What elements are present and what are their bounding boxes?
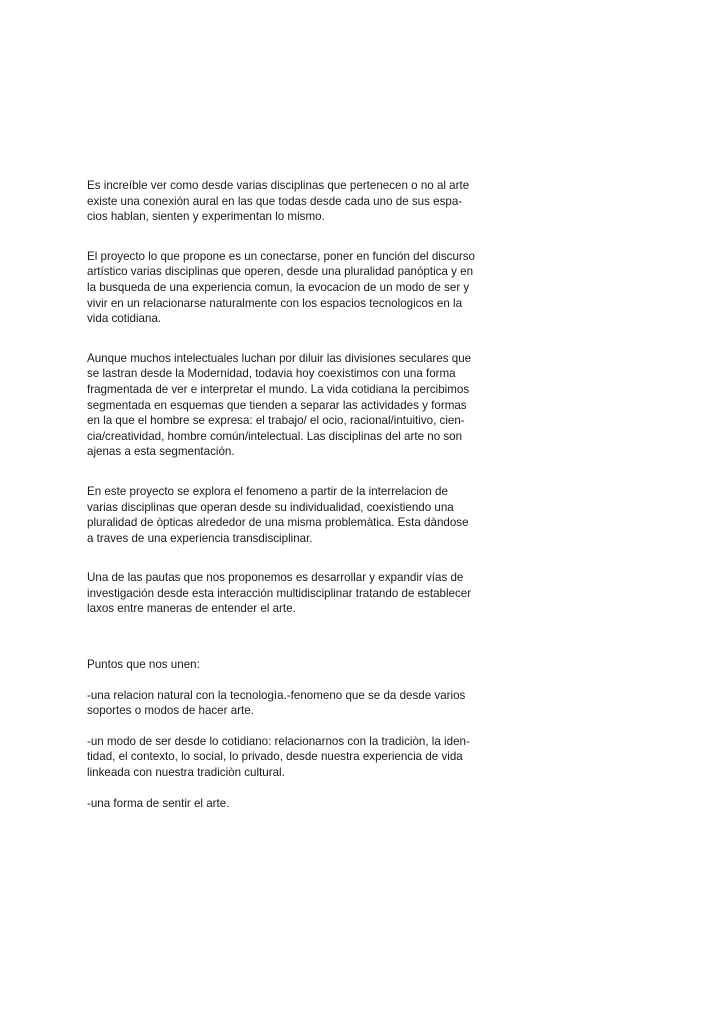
text-line: -una relacion natural con la tecnologìa.-fenomeno que se da desde varios xyxy=(87,688,466,702)
point-item xyxy=(87,796,507,812)
text-line: linkeada con nuestra tradiciòn cultural. xyxy=(87,766,285,780)
points-heading xyxy=(87,657,507,673)
paragraph-intro xyxy=(87,178,507,225)
text-line: soportes o modos de hacer arte. xyxy=(87,704,254,718)
paragraph-exploration xyxy=(87,484,507,546)
paragraph-modernity xyxy=(87,351,507,460)
text-line: -una forma de sentir el arte. xyxy=(87,796,230,810)
text-line: Una de las pautas que nos proponemos es desarrollar y expandir vías de xyxy=(87,571,464,585)
point-item xyxy=(87,688,507,719)
text-line: vivir en un relacionarse naturalmente con los espacios tecnologicos en la xyxy=(87,296,463,310)
text-line: Es increíble ver como desde varias disciplinas que pertenecen o no al arte xyxy=(87,179,470,192)
text-line: artístico varias disciplinas que operen, desde una pluralidad panóptica y en xyxy=(87,265,474,279)
text-line: segmentada en esquemas que tienden a separar las actividades y formas xyxy=(87,398,467,412)
text-line: Aunque muchos intelectuales luchan por diluir las divisiones seculares que xyxy=(87,351,472,365)
text-line: varias disciplinas que operan desde su individualidad, coexistiendo una xyxy=(87,500,454,514)
text-line: existe una conexión aural en las que todas desde cada uno de sus espa- xyxy=(87,194,463,208)
point-item xyxy=(87,734,507,781)
text-line: ajenas a esta segmentación. xyxy=(87,445,235,459)
text-line: vida cotidiana. xyxy=(87,312,162,326)
text-line: En este proyecto se explora el fenomeno a partir de la interrelacion de xyxy=(87,484,448,498)
text-line: fragmentada de ver e interpretar el mundo. La vida cotidiana la percibimos xyxy=(87,382,470,396)
text-line: El proyecto lo que propone es un conectarse, poner en función del discurso xyxy=(87,249,475,263)
paragraph-guidelines xyxy=(87,570,507,617)
text-line: la busqueda de una experiencia comun, la evocacion de un modo de ser y xyxy=(87,280,470,294)
text-line: pluralidad de òpticas alrededor de una misma problemàtica. Esta dàndose xyxy=(87,516,469,530)
text-line: tidad, el contexto, lo social, lo privado, desde nuestra experiencia de vida xyxy=(87,750,463,764)
text-line: en la que el hombre se expresa: el trabajo/ el ocio, racional/intuitivo, cien- xyxy=(87,414,465,428)
text-line: cios hablan, sienten y experimentan lo mismo. xyxy=(87,210,325,224)
text-line: a traves de una experiencia transdisciplinar. xyxy=(87,531,313,545)
text-line: investigación desde esta interacción multidisciplinar tratando de establecer xyxy=(87,586,472,600)
text-line: cia/creatividad, hombre común/intelectual. Las disciplinas del arte no son xyxy=(87,429,463,443)
text-line: Puntos que nos unen: xyxy=(87,658,200,672)
document-body xyxy=(87,178,507,811)
text-line: se lastran desde la Modernidad, todavia hoy coexistimos con una forma xyxy=(87,367,456,381)
text-line: laxos entre maneras de entender el arte. xyxy=(87,602,296,616)
text-line: -un modo de ser desde lo cotidiano: relacionarnos con la tradiciòn, la iden- xyxy=(87,734,470,748)
paragraph-proposal xyxy=(87,249,507,327)
